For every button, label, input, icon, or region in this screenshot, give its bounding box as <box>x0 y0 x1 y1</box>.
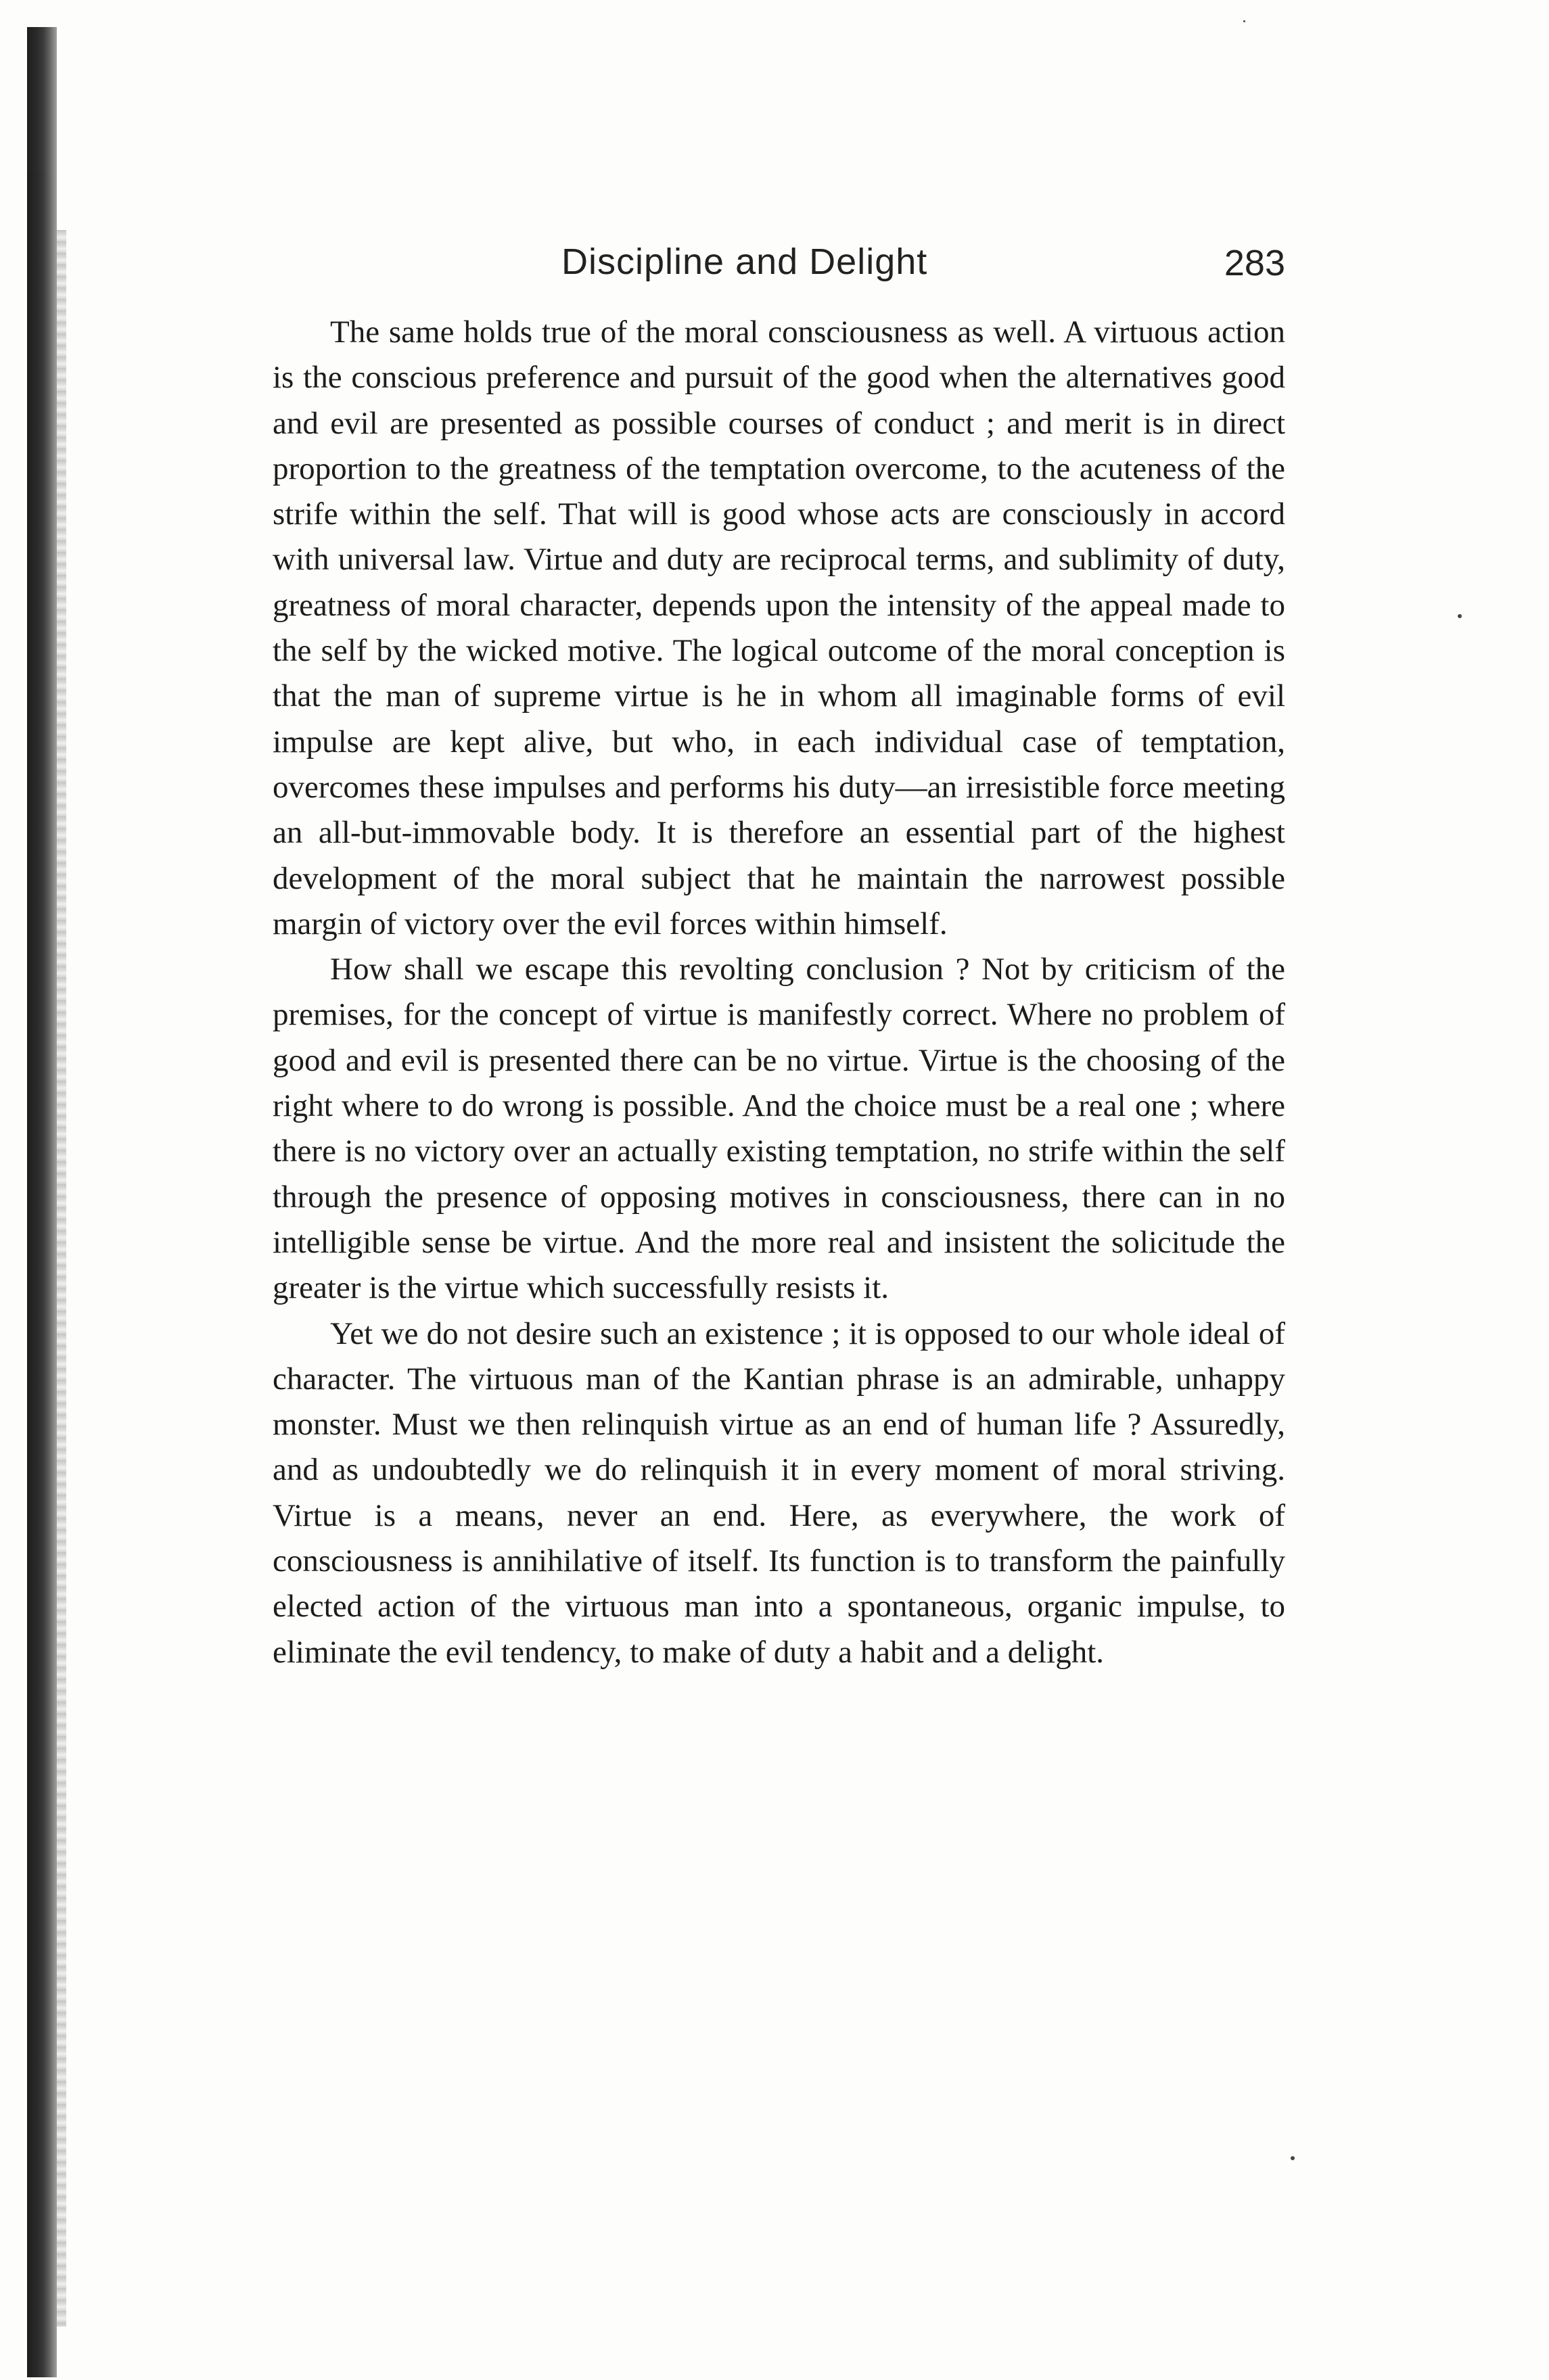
running-title: Discipline and Delight <box>561 241 928 282</box>
paragraph: Yet we do not desire such an existence ; it is opposed to our whole ideal of character. The virtuous man of the Kantian phrase is an admirable, unhappy monster. Must we then relinquish virtue as an end of human life ? Assuredly, and as undoubtedly we do relinquish it in every moment of moral striving. Virtue is a means, never an end. Here, as everywhere, the work of consciousness is annihilative of itself. Its function is to transform the painfully elected action of the virtuous man into a spontaneous, organic impulse, to eliminate the evil tendency, to make of duty a habit and a delight. <box>273 1315 1285 1670</box>
page-number: 283 <box>1224 243 1285 283</box>
scan-speck <box>1243 20 1245 22</box>
scan-speck <box>1458 614 1462 618</box>
running-head <box>271 241 1285 302</box>
body-text <box>273 310 1285 1675</box>
paragraph: How shall we escape this revolting conclusion ? Not by criticism of the premises, for the concept of virtue is manifestly correct. Where no problem of good and evil is presented there can be no virtue. Virtue is the choosing of the right where to do wrong is possible. And the choice must be a real one ; where there is no victory over an actually existing temptation, no strife within the self through the presence of opposing motives in consciousness, there can in no intelligible sense be virtue. And the more real and insistent the solicitude the greater is the virtue which successfully resists it. <box>273 952 1285 1306</box>
scan-speck <box>1291 2156 1295 2160</box>
paragraph: The same holds true of the moral consciousness as well. A virtuous action is the conscious preference and pursuit of the good when the alternatives good and evil are presented as possible courses of conduct ; and merit is in direct proportion to the greatness of the temptation overcome, to the acuteness of the strife within the self. That will is good whose acts are consciously in accord with universal law. Virtue and duty are reciprocal terms, and sublimity of duty, greatness of moral character, depends upon the intensity of the appeal made to the self by the wicked motive. The logical outcome of the moral conception is that the man of supreme virtue is he in whom all imaginable forms of evil impulse are kept alive, but who, in each individual case of temptation, overcomes these impulses and performs his duty—an irresistible force meeting an all-but-immovable body. It is therefore an essential part of the highest development of the moral subject that he maintain the narrowest possible margin of victory over the evil forces within himself. <box>273 314 1285 941</box>
binding-edge <box>27 27 57 2377</box>
